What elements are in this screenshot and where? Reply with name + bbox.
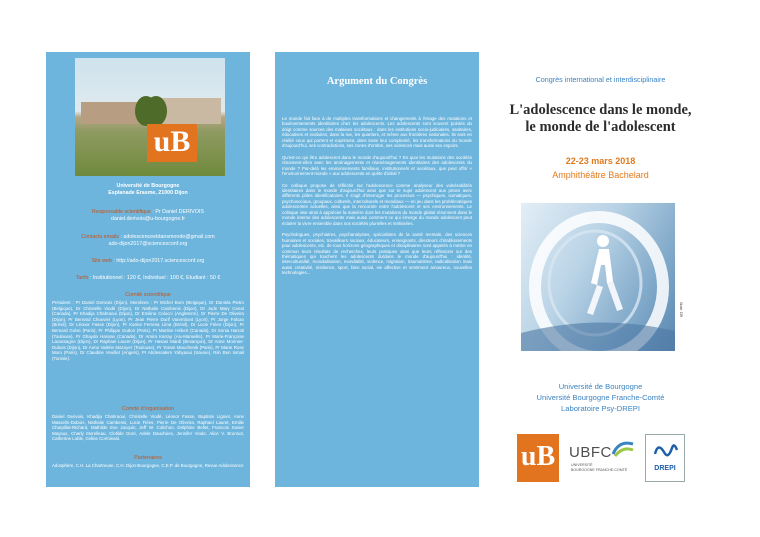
left-panel xyxy=(46,52,250,487)
ub-logo-text: uB xyxy=(520,441,556,472)
organizers xyxy=(483,381,718,414)
argument-paragraph-2: Qu'est-ce qui être adolescent dans le monde d'aujourd'hui ? En quoi les mutations des sociétés résonnent-elles avec les aménagements et réaménagements identitaires des adolescents du monde ? Par-delà les environnements familiaux, institutionnels et sociétaux, que peut offrir « l'environnement-monde » aux adolescents en quête d'idéal ? xyxy=(282,154,472,177)
site-label: Site web xyxy=(91,258,112,264)
comite-scientifique xyxy=(52,292,244,362)
university-name: Université de Bourgogne xyxy=(116,183,180,189)
ubfc-logo-text: UBFC xyxy=(569,444,612,461)
argument-title: Argument du Congrès xyxy=(326,76,428,87)
contact-email-1[interactable]: : adolescenceetdansmonde@gmail.com xyxy=(118,234,215,240)
congress-title xyxy=(483,102,718,136)
university-address xyxy=(52,183,244,197)
argument-paragraph-3: Ce colloque propose de réfléchir sur l'adolescence comme analyseur des vulnérabilités identitaires dans le monde d'aujourd'hui ainsi que sur le sujet adolescent aux prises avec différents pôles identificatoires. Il s'agit d'interroger les processus — psychiques, somatiques, psychosociaux, groupaux, culturels, interculturels et mondiaux — en jeu dans les problématiques adolescentes actuelles, ainsi que la rencontre entre l'adolescent et ses environnements. Le colloque vise ainsi à apprécier la manière dont les mutations du monde global résonnent dans le monde interne des adolescents mais aussi comment ce qui émerge du monde adolescent peut éclairer la vivre ensemble dans nos sociétés plurielles et métissées. xyxy=(282,182,472,226)
drepi-emblem-icon xyxy=(652,440,680,462)
walking-figure-art xyxy=(521,203,675,351)
argument-paragraph-4: Psychologues, psychiatres, psychanalystes, spécialistes de la santé mentale, des sciences humaines et sociales, travailleurs sociaux, éducateurs, enseignants, directeurs d'établissements pour adolescents, etc. de tous horizons géographiques et disciplinaires sont appelés à mettre en commun leurs résultats de recherches, leurs pratiques ainsi que leurs réflexions sur des thématiques qui touchent les adolescents du/dans le monde d'aujourd'hui : identité, interculturalité, mondialisation, mondialité, violence, migration, traumatisme, radicalisation mais aussi créativité, résilience, sport, bien social, vie affective et sentiment amoureux, nouvelles technologies... xyxy=(282,232,472,276)
comite-scientifique-text: Président : Pr Daniel Derivois (Dijon). Membres : Pr Michel Born (Belgique), Dr Daniela Pietro (Belgique), Dr Christelle Viodé (Dijon), Dr Nathalie Cambenis (Dijon), Dr Jude Mary Cenat (Canada), Pr Khadija Chahraoui (Dijon), Dr Emilina Colucci (Angleterre), Dr Pierre De Oliveira (Dijon), Pr Bernard Chouvier (Lyon), Pr Jean Pierre Durif Varembont (Lyon), Pr Jorge Falcao (Brésil), Dr Léonor Fasse (Dijon), Pr Karine Ferreira Lima (Brésil), Dr Lucie Fiées (Dijon), Pr Bernard Golse (Paris), Pr Philippe Gutton (Paris), Pr Martine Hébert (Canada), Dr Sonia Harrati (Toulouse), Pr Ghayda Hassan (Canada), Dr Amira Karray (Aix-Marseille), Pr Marie-Françoise Lacassagne (Dijon), Dr Raphael Lauret (Dijon), Pr Hasani Mardi (Besançon), Dr Anne Monnier-Dubois (Dijon), Dr Anne Valérie Mazoyer (Toulouse), Pr Yoram Mouchenik (Paris), Pr Marie Rose Moro (Paris), Dr Claudine Veuillet (Angers), Pr Abdessalem Yahyaoui (Savoie), Riin Ben Ismail (Tunisie). xyxy=(52,300,244,361)
tarifs-value: : Institutionnel : 120 €, Individuel : 100 €, Etudiant : 50 € xyxy=(88,275,221,281)
illustration-credit: Illustr. DR xyxy=(679,302,683,318)
responsable-name: : Pr Daniel DERIVOIS xyxy=(150,209,204,215)
tarifs-block xyxy=(52,275,244,282)
middle-panel xyxy=(275,52,479,487)
comite-organisation-text: Daniel Derivois, Khadija Chahraoui, Christelle Viodé, Léonor Fasse, Baptiste Lignier, Anne Masselin-Dubois, Nathalie Cambenis, Lucie Fiées, Pierre De Oliveira, Raphael Lauret, Emilie Charpillat-Richard, Mathilde Eve Jacquin, Jeff W. Colichon, Delphine Bellet, Francois Xavier Mayaux, Charly Morelleau, Clotilde Doré, Adele Dauchiere, Jennifer Viode, Alice V. Brunnot, Catherine Loble, Celine Corminani. xyxy=(52,414,244,442)
responsable-email[interactable]: daniel.derivois@u-bourgogne.fr xyxy=(111,216,185,223)
contact-email-2[interactable]: ado-dijon2017@sciencesconf.org xyxy=(108,241,188,248)
ub-campus-logo: uB xyxy=(147,124,197,162)
contacts-block xyxy=(52,234,244,248)
contacts-label: Contacts emails xyxy=(81,234,119,240)
comite-organisation xyxy=(52,406,244,442)
ubfc-logo-sub-2: BOURGOGNE FRANCHE-COMTÉ xyxy=(571,468,628,472)
congress-title-line-2: le monde de l'adolescent xyxy=(525,119,676,135)
comite-organisation-title: Comité d'organisation xyxy=(122,406,174,412)
partenaires xyxy=(52,455,244,469)
site-block xyxy=(52,258,244,265)
congress-venue: Amphithéâtre Bachelard xyxy=(552,170,649,180)
argument-text xyxy=(282,116,472,282)
responsable-label: Responsable scientifique xyxy=(92,209,151,215)
congress-dates: 22-23 mars 2018 xyxy=(565,156,636,166)
drepi-logo-text: DREPI xyxy=(654,465,676,472)
partenaires-title: Partenaires xyxy=(134,455,162,461)
university-street: Esplanade Erasme, 21000 Dijon xyxy=(108,190,188,197)
campus-photo xyxy=(75,58,225,176)
ubfc-emblem-icon xyxy=(611,438,635,458)
ubfc-logo xyxy=(569,434,635,482)
ub-logo xyxy=(517,434,559,482)
comite-scientifique-title: Comité scientifique xyxy=(125,292,171,298)
ubfc-logo-sub-1: UNIVERSITÉ xyxy=(571,463,593,467)
site-url[interactable]: : http://ado-dijon2017.sciencesconf.org xyxy=(111,258,205,264)
cover-illustration xyxy=(521,203,675,351)
cover-panel xyxy=(483,52,718,487)
congress-title-line-1: L'adolescence dans le monde, xyxy=(509,102,692,118)
congress-subtitle: Congrès international et interdisciplinaire xyxy=(535,75,666,84)
argument-paragraph-1: Le monde fait face à de multiples transformations et changements à l'image des mutations et bouleversements identitaires chez les adolescents. Les adolescents sont souvent pointés du doigt comme sources des malaises sociétaux : dans les institutions socio-judiciaires, sanitaires, éducatives et scolaires, dans la rue, les quartiers, et même aux frontières nationales. Ils sont en réalité ceux qui portent et expriment, dans toute leur complexité, les transformations du monde d'aujourd'hui, ses contradictions, ses zones d'ombre, ses violences mais aussi ses espoirs. xyxy=(282,116,472,149)
organizer-ub: Université de Bourgogne xyxy=(558,382,643,391)
tarifs-label: Tarifs xyxy=(75,275,89,281)
responsable-block xyxy=(52,209,244,223)
partenaires-text: Adosphère, C.H. La Chartreuse, C.H. Dijon-Bourgogne, C.E.P. de Bourgogne, Revue Adolescence xyxy=(52,463,244,468)
drepi-logo xyxy=(645,434,685,482)
organizer-psy-drepi: Laboratoire Psy-DREPI xyxy=(561,404,640,413)
organizer-ubfc: Université Bourgogne Franche-Comté xyxy=(536,393,665,402)
